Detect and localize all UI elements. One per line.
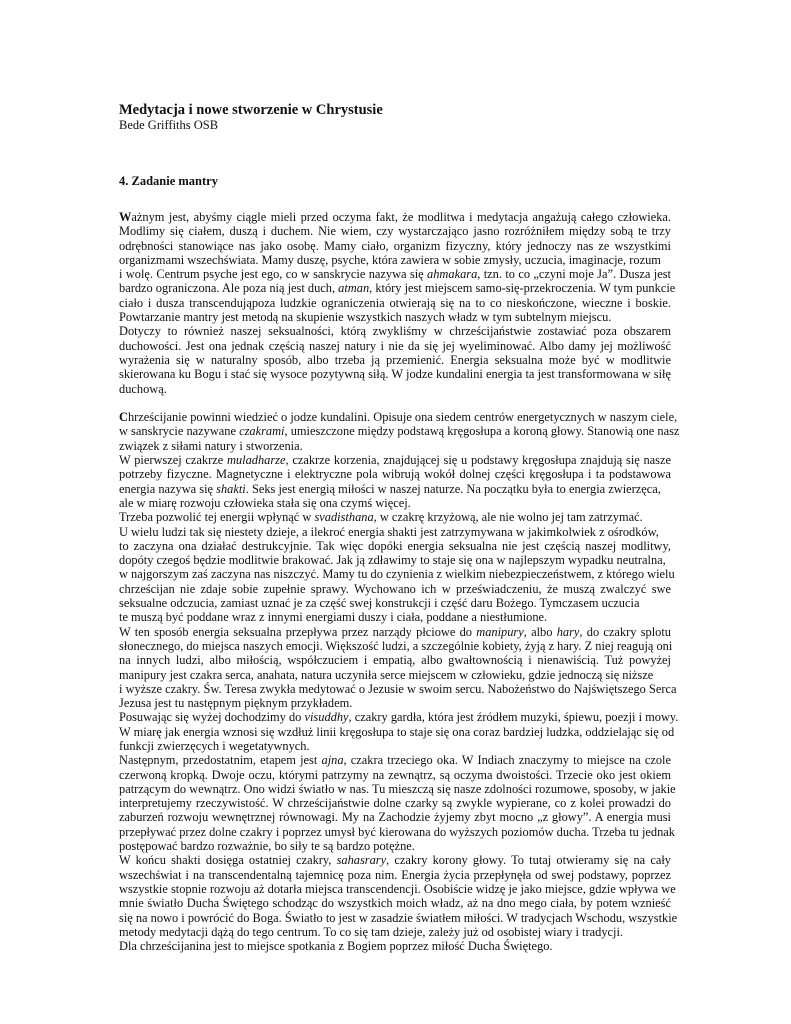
text-line: Dla chrześcijanina jest to miejsce spotkania z Bogiem poprzez miłość Ducha Świętego. — [119, 939, 553, 954]
text-line: dopóty czegoś będzie modlitwie brakować. Jak ją zdławimy to staje się ona w najlepszym wypadku neutralna, — [119, 553, 666, 568]
text-line: wszystkie stopnie rozwoju aż dotarła miejsca transcendencji. Osobiście widzę je jako miejsce, gdzie wpływa we — [119, 881, 676, 896]
text-line: w najgorszym zaś zaczyna nas niszczyć. Mamy tu do czynienia z wielkim niebezpieczeństwem, z którego wielu — [119, 567, 675, 582]
text-line: na innych ludzi, albo miłością, współczuciem i empatią, albo gwałtownością i nienawiścią. Tuż powyżej — [119, 653, 671, 668]
text-line: chrześcijan nie zdaje sobie zupełnie sprawy. Wychowano ich w przeświadczeniu, że muszą zwalczyć swe — [119, 581, 671, 596]
sanskrit-term: shakti — [216, 481, 246, 496]
text-line: Powtarzanie mantry jest metodą na skupienie wszystkich naszych władz w tym subtelnym miejscu. — [119, 310, 612, 325]
initial-letter: W — [119, 210, 132, 224]
text-line: metody medytacji dążą do tego centrum. To co się tam dzieje, zależy już od osobistej wiary i tradycji. — [119, 924, 623, 939]
text-line: to zaczyna ona działać destrukcyjnie. Tak więc dopóki energia seksualna nie jest częścią naszej modlitwy, — [119, 538, 671, 553]
sanskrit-term: manipury — [476, 624, 524, 639]
text-line: duchową. — [119, 381, 167, 396]
text-line: Trzeba pozwolić tej energii wpłynąć w svadisthana, w czakrę krzyżową, ale nie wolno jej tam zatrzymać. — [119, 510, 643, 525]
text-line: interpretujemy rzeczywistość. W chrześcijaństwie dolne czarky są zwykle wypierane, co z kolei prowadzi do — [119, 796, 671, 811]
initial-letter: C — [119, 410, 128, 425]
paragraph — [119, 210, 676, 396]
text-line: U wielu ludzi tak się niestety dzieje, a ilekroć energia shakti jest zatrzymywana w jakimkolwiek z ośrodków, — [119, 524, 659, 539]
sanskrit-term: svadisthana — [314, 510, 374, 525]
text-line: W końcu shakti dosięga ostatniej czakry, sahasrary, czakry korony głowy. To tutaj otwieramy się na cały — [119, 853, 671, 868]
text-line: seksualne odczucia, zamiast uznać je za część swej konstrukcji i część daru Bożego. Tymczasem uczucia — [119, 596, 640, 611]
text-line: manipury jest czakra serca, anahata, natura uczyniła serce miejscem w człowieku, gdzie jednoczą się niższe — [119, 667, 654, 682]
text-line: związek z siłami natury i stworzenia. — [119, 438, 303, 453]
text-line: ale w miarę rozwoju człowieka stała się ona czymś więcej. — [119, 495, 411, 510]
text-line: zaburzeń rozwoju wewnętrznej równowagi. My na Zachodzie żyjemy zbyt mocno „z głowy”. A energia musi — [119, 810, 671, 825]
text-line: odrębności stanowiące nas jako osobę. Mamy ciało, organizm fizyczny, który jednoczy nas ze wszystkimi — [119, 238, 671, 253]
text-line: W pierwszej czakrze muladharze, czakrze korzenia, znajdującej się u podstawy kręgosłupa znajdują się nasze — [119, 453, 672, 468]
text-line: wszechświat i na transcendentalną tajemnicę poza nim. Energia życia przepłynęła od swej podstawy, poprzez — [119, 867, 671, 882]
section-heading: 4. Zadanie mantry — [119, 174, 218, 188]
text-line: W miarę jak energia wznosi się wzdłuż linii kręgosłupa to staje się ona coraz bardziej ludzka, oddzielając się od — [119, 724, 675, 739]
sanskrit-term: ajna — [321, 753, 344, 768]
text-line: patrzącym do wewnątrz. Ono widzi światło w nas. Tu mieszczą się nasze zdolności rozumowe, sposoby, w jakie — [119, 781, 676, 796]
text-line: mnie światło Ducha Świętego schodząc do wszystkich moich władz, aż na dno mego ciała, by potem wznieść — [119, 896, 671, 911]
text-line: te muszą być poddane wraz z innymi energiami duszy i ciała, poddane a niestłumione. — [119, 610, 548, 625]
text-line: i wyższe czakry. Św. Teresa zwykła medytować o Jezusie w swoim sercu. Nabożeństwo do Najświętszego Serca — [119, 681, 677, 696]
text-line: czerwoną kropką. Dwoje oczu, którymi patrzymy na zewnątrz, są oczyma dwoistości. Trzecie oko jest okiem — [119, 767, 671, 782]
text-line: Następnym, przedostatnim, etapem jest ajna, czakra trzeciego oka. W Indiach znaczymy to miejsce na czole — [119, 753, 671, 768]
text-line: przepływać przez dolne czakry i poprzez umysł być kierowana do wyższych poziomów ducha. Trzeba tu jednak — [119, 824, 675, 839]
text-line: się na nowo i powrócić do Boga. Światło to jest w zasadzie światłem miłości. W tradycjach Wschodu, wszystkie — [119, 910, 678, 925]
sanskrit-term: sahasrary — [336, 853, 387, 868]
text-line: w sanskrycie nazywane czakrami, umieszczone między podstawą kręgosłupa a koroną głowy. Stanowią one nasz — [119, 424, 680, 439]
text-line: Dotyczy to również naszej seksualności, którą zwykliśmy w chrześcijaństwie zostawiać poza obszarem — [119, 324, 671, 339]
sanskrit-term: muladharze — [226, 453, 286, 468]
text-line: Modlimy się ciałem, duszą i duchem. Nie wiem, czy wystarczająco jasno rozróżniłem między sobą te trzy — [119, 224, 671, 239]
author-line: Bede Griffiths OSB — [119, 118, 219, 132]
text-line: duchowości. Jest ona jednak częścią naszej natury i nie da się jej wyeliminować. Albo damy jej możliwość — [119, 338, 671, 353]
text-line: postępować bardzo rozważnie, bo siły te są bardzo potężne. — [119, 839, 415, 854]
text-line: wyrażenia się w naturalny sposób, albo trzeba ją przemienić. Energia seksualna może być w modlitwie — [119, 352, 671, 367]
text-line: ciało i dusza transcendująpoza ludzkie ograniczenia otwierają się na to co nieskończone, wieczne i boskie. — [119, 295, 671, 310]
text-line: W ten sposób energia seksualna przepływa przez narządy płciowe do manipury, albo hary, do czakry splotu — [119, 624, 671, 639]
sanskrit-term: atman — [338, 281, 370, 296]
text-line: Posuwając się wyżej dochodzimy do visuddhy, czakry gardła, która jest źródłem muzyki, śpiewu, poezji i mowy. — [119, 710, 679, 725]
paragraph-gap — [119, 396, 671, 410]
text-line: skierowana ku Bogu i stać się wysoce pozytywną siłą. W jodze kundalini energia ta jest transformowana w siłę — [119, 367, 671, 382]
text-line: Jezusa jest tu następnym pięknym przykładem. — [119, 696, 353, 711]
sanskrit-term: czakrami — [239, 424, 285, 439]
sanskrit-term: visuddhy — [304, 710, 349, 725]
text-line: i wolę. Centrum psyche jest ego, co w sanskrycie nazywa się ahmakara, tzn. to co „czyni moje Ja”. Dusza jest — [119, 267, 671, 282]
paragraph — [119, 410, 680, 954]
sanskrit-term: hary — [556, 624, 580, 639]
paragraphs — [119, 210, 680, 954]
text-line: potrzeby fizyczne. Magnetyczne i elektryczne pola wibrują wokół dolnej części kręgosłupa i ta podstawowa — [119, 467, 671, 482]
text-line: funkcji zwierzęcych i wegetatywnych. — [119, 738, 310, 753]
document-title: Medytacja i nowe stworzenie w Chrystusie — [119, 102, 383, 118]
text-line: Chrześcijanie powinni wiedzieć o jodze kundalini. Opisuje ona siedem centrów energetycznych w naszym ciele, — [119, 410, 678, 425]
text-line: słonecznego, do miejsca naszych emocji. Większość ludzi, a szczególnie kobiety, żyją z hary. Z niej reagują oni — [119, 638, 673, 653]
text-line: Ważnym jest, abyśmy ciągle mieli przed oczyma fakt, że modlitwa i medytacja angażują całego człowieka. — [119, 210, 671, 224]
document-body — [119, 102, 680, 954]
sanskrit-term: ahmakara — [427, 267, 478, 282]
text-line: energia nazywa się shakti. Seks jest energią miłości w naszej naturze. Na początku była to energia zwierzęca, — [119, 481, 661, 496]
text-line: bardzo ograniczona. Ale poza nią jest duch, atman, który jest miejscem samo-się-przekroczenia. W tym punkcie — [119, 281, 676, 296]
text-line: organizmami wszechświata. Mamy duszę, psyche, która zawiera w sobie zmysły, uczucia, imaginacje, rozum — [119, 252, 661, 267]
